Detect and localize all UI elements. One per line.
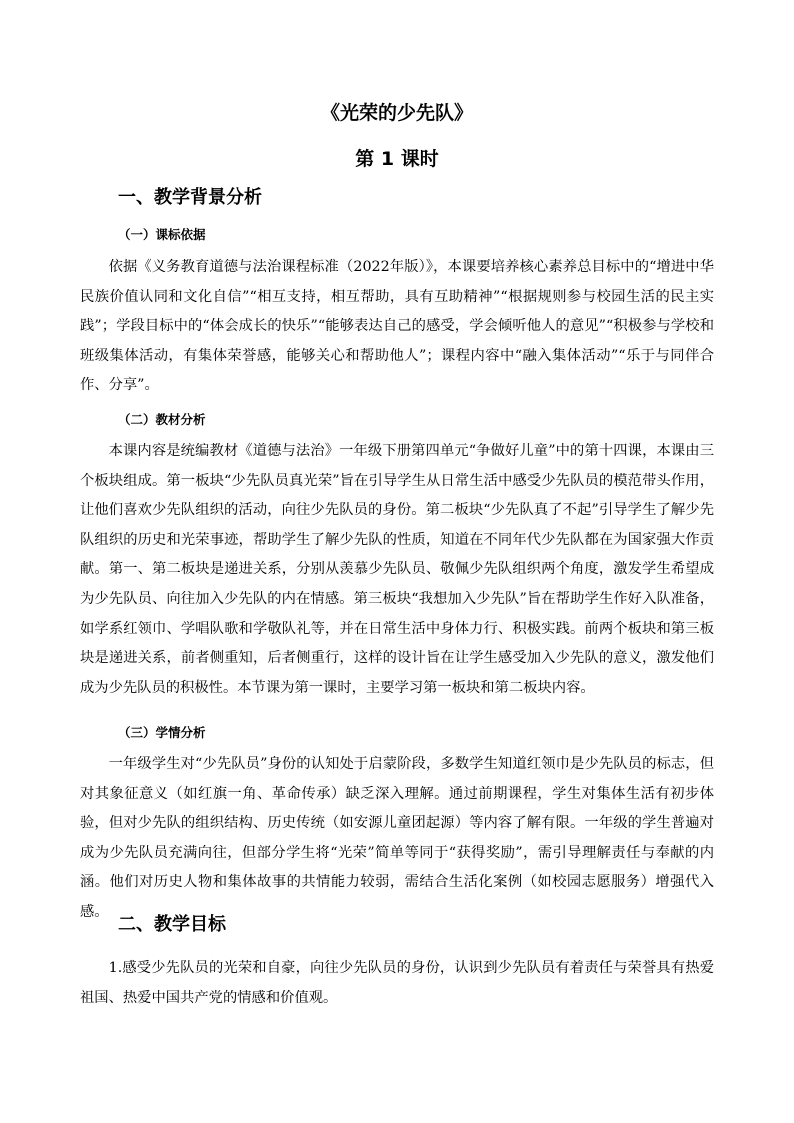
document-subtitle: 第 1 课时	[355, 148, 439, 170]
subsection-heading-students: （三）学情分析	[118, 725, 206, 740]
paragraph-textbook: 本课内容是统编教材《道德与法治》一年级下册第四单元“争做好儿童”中的第十四课，本课由三个板块组成。第一板块“少先队员真光荣”旨在引导学生从日常生活中感受少先队员的模范带头作用，让他们喜欢少先队组织的活动，向往少先队员的身份。第二板块“少先队真了不起”引导学生了解少先队组织的历史和光荣事迹，帮助学生了解少先队的性质，知道在不同年代少先队都在为国家强大作贡献。第一、第二板块是递进关系，分别从羡慕少先队员、敬佩少先队组织两个角度，激发学生希望成为少先队员、向往加入少先队的内在情感。第三板块“我想加入少先队”旨在帮助学生作好入队准备，如学系红领巾、学唱队歌和学敬队礼等，并在日常生活中身体力行、积极实践。前两个板块和第三板块是递进关系，前者侧重知，后者侧重行，这样的设计旨在让学生感受加入少先队的意义，激发他们成为少先队员的积极性。本节课为第一课时，主要学习第一板块和第二板块内容。	[80, 443, 714, 696]
paragraph-objective-1: 1.感受少先队员的光荣和自豪，向往少先队员的身份，认识到少先队员有着责任与荣誉具有热爱祖国、热爱中国共产党的情感和价值观。	[80, 960, 714, 1006]
section-heading-objectives: 二、教学目标	[118, 914, 226, 935]
document-title: 《光荣的少先队》	[320, 102, 473, 124]
subsection-heading-standards: （一）课标依据	[118, 227, 206, 242]
paragraph-standards: 依据《义务教育道德与法治课程标准（2022年版）》，本课要培养核心素养总目标中的“增进中华民族价值认同和文化自信”“相互支持，相互帮助，具有互助精神”“根据规则参与校园生活的民主实践”；学段目标中的“体会成长的快乐”“能够表达自己的感受，学会倾听他人的意见”“积极参与学校和班级集体活动，有集体荣誉感，能够关心和帮助他人”；课程内容中“融入集体活动”“乐于与同伴合作、分享”。	[80, 259, 714, 394]
subsection-heading-textbook: （二）教材分析	[118, 412, 206, 427]
section-heading-background: 一、教学背景分析	[118, 187, 262, 208]
paragraph-students: 一年级学生对“少先队员”身份的认知处于启蒙阶段，多数学生知道红领巾是少先队员的标志，但对其象征意义（如红旗一角、革命传承）缺乏深入理解。通过前期课程，学生对集体生活有初步体验，但对少先队的组织结构、历史传统（如安源儿童团起源）等内容了解有限。一年级的学生普遍对成为少先队员充满向往，但部分学生将“光荣”简单等同于“获得奖励”，需引导理解责任与奉献的内涵。他们对历史人物和集体故事的共情能力较弱，需结合生活化案例（如校园志愿服务）增强代入感。	[80, 756, 714, 920]
